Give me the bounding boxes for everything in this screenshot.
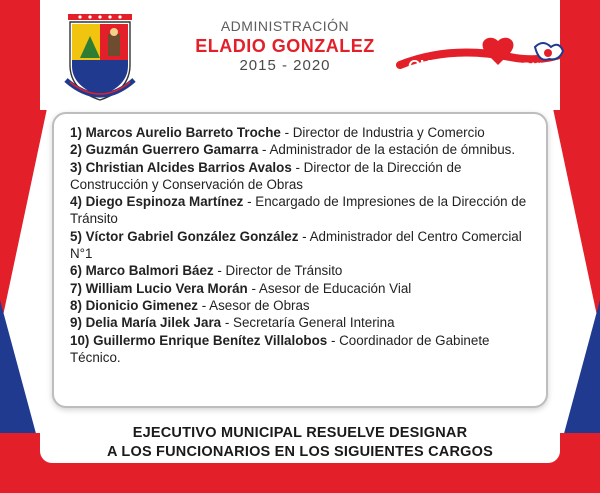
official-role: - Director de Industria y Comercio — [280, 125, 485, 140]
municipal-crest-logo — [60, 10, 140, 110]
appointment-entry — [70, 193, 534, 228]
official-name: 6) Marco Balmori Báez — [70, 263, 214, 279]
official-role: - Encargado de Impresiones de la Dirección de Tránsito — [70, 194, 527, 227]
term-years: 2015 - 2020 — [239, 57, 331, 74]
mayor-name: ELADIO GONZALEZ — [195, 36, 375, 56]
official-role: - Director de Tránsito — [213, 263, 343, 279]
official-role: - Administrador del Centro Comercial N°1 — [70, 228, 522, 262]
official-name: 4) Diego Espinoza Martínez — [70, 194, 244, 210]
appointment-entry — [70, 141, 534, 158]
official-name: 3) Christian Alcides Barrios Avalos — [70, 159, 292, 175]
official-role: - Coordinador de Gabinete Técnico. — [70, 332, 490, 365]
appointment-entry — [70, 124, 534, 141]
appointment-entry — [70, 228, 534, 263]
appointment-entry — [70, 314, 534, 331]
administration-title: ADMINISTRACIÓN — [220, 18, 350, 34]
appointments-card — [52, 112, 548, 408]
appointment-entry — [70, 159, 534, 194]
appointment-entry — [70, 262, 534, 279]
official-name: 7) William Lucio Vera Morán — [70, 280, 248, 296]
official-role: - Asesor de Obras — [197, 297, 310, 313]
announcement-heading — [40, 424, 560, 462]
appointments-list — [70, 124, 534, 366]
official-name: 9) Delia María Jilek Jara — [70, 315, 222, 331]
appointment-entry — [70, 280, 534, 297]
appointment-entry — [70, 297, 534, 314]
appointment-entry — [70, 332, 534, 367]
official-role: - Secretaría General Interina — [221, 315, 395, 331]
official-role: - Asesor de Educación Vial — [247, 280, 412, 296]
oviedo-de-mi-logo — [390, 35, 580, 85]
official-name: 10) Guillermo Enrique Benítez Villalobos — [70, 332, 328, 348]
official-name: 1) Marcos Aurelio Barreto Troche — [70, 125, 281, 140]
administration-block — [185, 18, 385, 74]
announcement-line-1: EJECUTIVO MUNICIPAL RESUELVE DESIGNAR — [132, 425, 468, 441]
official-role: - Director de la Dirección de Construcción y Conservación de Obras — [70, 159, 462, 192]
logo-word-de-mi: DE MI — [516, 61, 542, 71]
official-name: 5) Víctor Gabriel González González — [70, 228, 299, 244]
logo-word-oviedo: OVIEDO — [408, 57, 467, 74]
announcement-line-2: A LOS FUNCIONARIOS EN LOS SIGUIENTES CARGOS — [107, 444, 493, 460]
official-role: - Administrador de la estación de ómnibus. — [258, 142, 516, 158]
official-name: 2) Guzmán Guerrero Gamarra — [70, 142, 259, 158]
official-name: 8) Dionicio Gimenez — [70, 297, 198, 313]
